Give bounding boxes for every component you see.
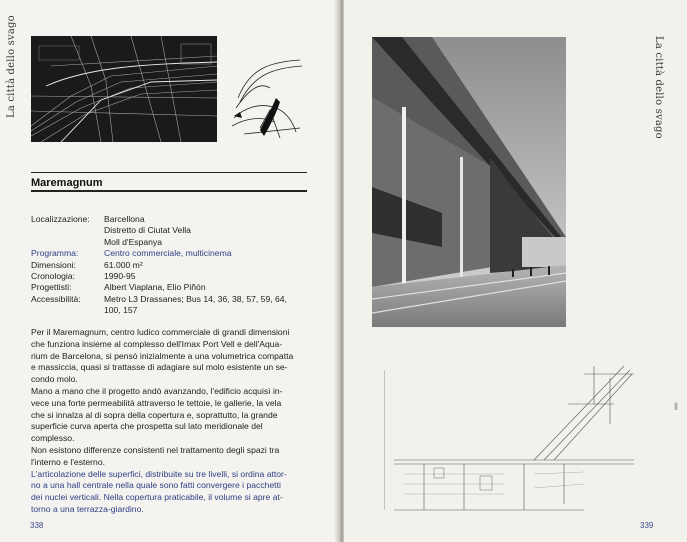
description-text (31, 327, 327, 516)
running-head-right: La città dello svago (653, 36, 664, 139)
title-rule-bottom (31, 190, 307, 192)
paragraph: Non esistono differenze consistenti nel trattamento degli spazi tra l'interno e l'esterno. (31, 444, 280, 467)
info-row-cronologia (31, 271, 321, 282)
paragraph: Per il Maremagnum, centro ludico commerciale di grandi dimensioni che funziona insieme al complesso dell'Imax Port Vell e dell'Aqua- rium de Barcelona, si pensò inizialmente a una volumetrica compatta e massiccia, quasi si trattasse di adagiare sul molo esistente un se- condo molo. (31, 327, 294, 385)
info-label: Accessibilità: (31, 293, 81, 304)
margin-mark-glyph: ‖ (674, 402, 679, 413)
info-value: 1990-95 (104, 271, 136, 282)
info-label: Programma: (31, 248, 79, 259)
page-number-left: 338 (30, 521, 44, 530)
info-value: Barcellona Distretto di Ciutat Vella Moll d'Espanya (104, 214, 191, 247)
project-info-table (31, 214, 321, 317)
info-label: Dimensioni: (31, 259, 76, 270)
info-value: 61.000 m² (104, 259, 143, 270)
info-label: Localizzazione: (31, 214, 90, 224)
rendering-image (31, 36, 217, 142)
info-value: Metro L3 Drassanes; Bus 14, 36, 38, 57, 59, 64, 100, 157 (104, 293, 287, 316)
project-title: Maremagnum (31, 177, 103, 189)
info-label: Progettisti: (31, 282, 72, 293)
info-value: Albert Viaplana, Elio Piñón (104, 282, 206, 293)
sketch-image (230, 58, 306, 140)
info-row-progettisti (31, 282, 321, 293)
paragraph: L'articolazione delle superfici, distribuite su tre livelli, si ordina attor- no a una hall centrale nella quale sono fatti convergere i pacchetti dei nuclei verticali. Nella copertura praticabile, il volume si apre at- torno a una terrazza-giardino. (31, 468, 287, 514)
info-row-programma (31, 248, 321, 259)
paragraph: Mano a mano che il progetto andò avanzando, l'edificio acquisì in- vece una forte permeabilità attraverso le tettoie, le gallerie, la vela che si innalza al di sopra della copertura e, soprattutto, la grande superficie curva aperta che prospetta sul lato meridionale del complesso. (31, 385, 283, 444)
info-row-localizzazione (31, 214, 321, 248)
info-label: Cronologia: (31, 271, 75, 282)
info-value: Centro commerciale, multicinema (104, 248, 232, 259)
section-drawing (384, 364, 634, 514)
left-page (0, 0, 340, 542)
title-rule-top (31, 172, 307, 173)
running-head-left: La città dello svago (6, 15, 17, 118)
info-row-dimensioni (31, 260, 321, 271)
info-row-accessibilita (31, 294, 321, 317)
building-photo (372, 37, 566, 327)
page-number-right: 339 (640, 521, 654, 530)
